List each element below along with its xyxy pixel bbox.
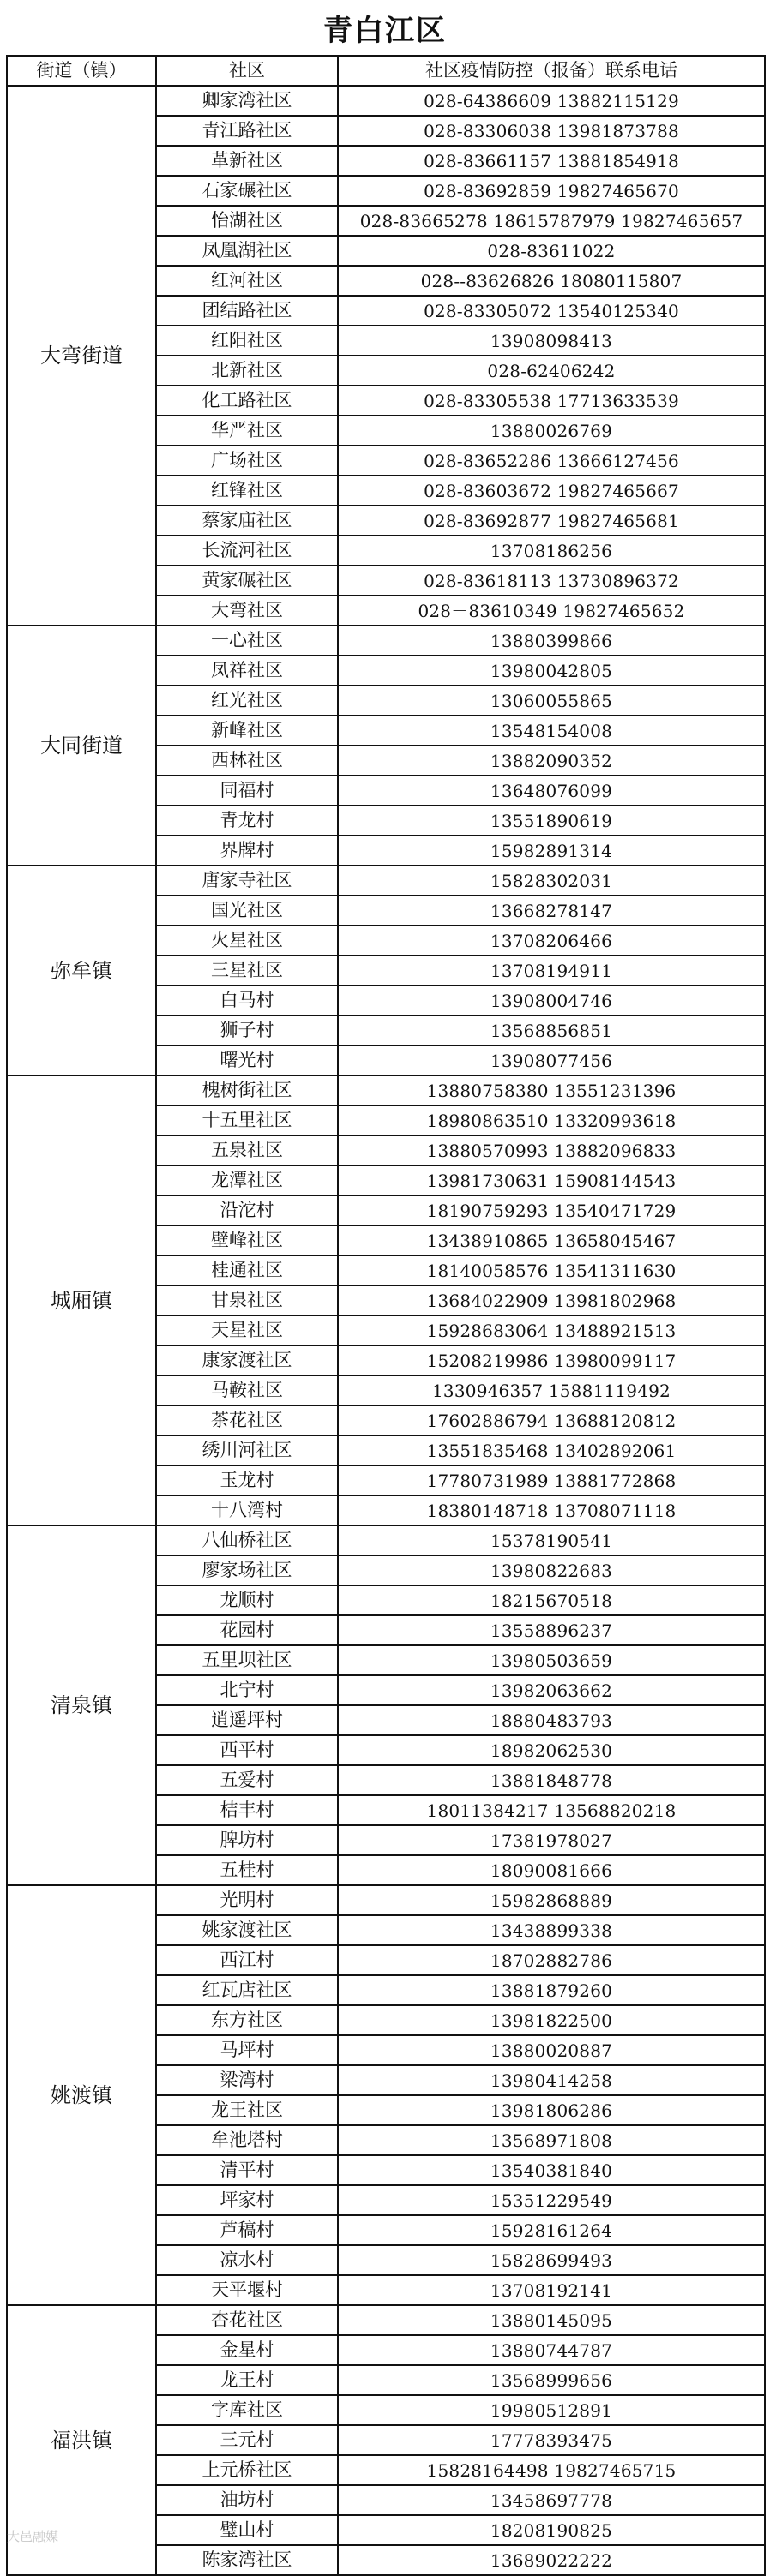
phone-cell: 15828302031 xyxy=(338,866,765,896)
phone-cell: 18208190825 xyxy=(338,2515,765,2545)
phone-cell: 13980503659 xyxy=(338,1645,765,1675)
phone-cell: 13568971808 xyxy=(338,2125,765,2155)
community-cell: 西林社区 xyxy=(156,746,338,776)
community-cell: 康家渡社区 xyxy=(156,1345,338,1375)
community-cell: 白马村 xyxy=(156,985,338,1015)
phone-cell: 18702882786 xyxy=(338,1945,765,1975)
phone-cell: 18011384217 13568820218 xyxy=(338,1795,765,1825)
community-cell: 曙光村 xyxy=(156,1045,338,1075)
phone-cell: 18140058576 13541311630 xyxy=(338,1255,765,1285)
phone-cell: 13881848778 xyxy=(338,1765,765,1795)
phone-cell: 13880744787 xyxy=(338,2335,765,2365)
community-cell: 蔡家庙社区 xyxy=(156,506,338,536)
phone-cell: 17778393475 xyxy=(338,2425,765,2455)
phone-cell: 17602886794 13688120812 xyxy=(338,1405,765,1435)
community-cell: 龙王社区 xyxy=(156,2095,338,2125)
community-cell: 革新社区 xyxy=(156,146,338,176)
phone-cell: 15351229549 xyxy=(338,2185,765,2215)
phone-cell: 13981806286 xyxy=(338,2095,765,2125)
community-cell: 马坪村 xyxy=(156,2035,338,2065)
community-cell: 甘泉社区 xyxy=(156,1285,338,1315)
community-cell: 红河社区 xyxy=(156,266,338,296)
phone-cell: 028-64386609 13882115129 xyxy=(338,86,765,116)
phone-cell: 19980512891 xyxy=(338,2395,765,2425)
community-cell: 逍遥坪村 xyxy=(156,1705,338,1735)
community-cell: 西江村 xyxy=(156,1945,338,1975)
phone-cell: 15828699493 xyxy=(338,2245,765,2275)
community-cell: 西平村 xyxy=(156,1735,338,1765)
community-cell: 油坊村 xyxy=(156,2485,338,2515)
community-cell: 界牌村 xyxy=(156,836,338,866)
community-cell: 北宁村 xyxy=(156,1675,338,1705)
phone-cell: 13880758380 13551231396 xyxy=(338,1075,765,1105)
community-cell: 桂通社区 xyxy=(156,1255,338,1285)
community-cell: 五桂村 xyxy=(156,1855,338,1885)
phone-cell: 13908077456 xyxy=(338,1045,765,1075)
phone-cell: 028-83661157 13881854918 xyxy=(338,146,765,176)
community-cell: 北新社区 xyxy=(156,356,338,386)
community-cell: 红瓦店社区 xyxy=(156,1975,338,2005)
phone-cell: 13668278147 xyxy=(338,896,765,926)
community-cell: 卿家湾社区 xyxy=(156,86,338,116)
phone-cell: 15378190541 xyxy=(338,1525,765,1555)
phone-cell: 17780731989 13881772868 xyxy=(338,1465,765,1495)
phone-cell: 15982891314 xyxy=(338,836,765,866)
community-cell: 金星村 xyxy=(156,2335,338,2365)
community-cell: 凤凰湖社区 xyxy=(156,236,338,266)
community-cell: 石家碾社区 xyxy=(156,176,338,206)
phone-cell: 13540381840 xyxy=(338,2155,765,2185)
community-cell: 茶花社区 xyxy=(156,1405,338,1435)
phone-cell: 13438910865 13658045467 xyxy=(338,1225,765,1255)
community-cell: 广场社区 xyxy=(156,446,338,476)
community-cell: 光明村 xyxy=(156,1885,338,1915)
phone-cell: 13981730631 15908144543 xyxy=(338,1165,765,1195)
phone-cell: 028-83305072 13540125340 xyxy=(338,296,765,326)
community-cell: 绣川河社区 xyxy=(156,1435,338,1465)
community-cell: 长流河社区 xyxy=(156,536,338,566)
phone-cell: 13568999656 xyxy=(338,2365,765,2395)
phone-cell: 18090081666 xyxy=(338,1855,765,1885)
community-cell: 红阳社区 xyxy=(156,326,338,356)
community-cell: 龙王村 xyxy=(156,2365,338,2395)
community-cell: 桔丰村 xyxy=(156,1795,338,1825)
community-cell: 天平堰村 xyxy=(156,2275,338,2305)
table-row xyxy=(7,1075,765,1105)
phone-cell: 13684022909 13981802968 xyxy=(338,1285,765,1315)
community-cell: 三星社区 xyxy=(156,956,338,985)
table-body xyxy=(7,86,765,2575)
phone-cell: 028-83611022 xyxy=(338,236,765,266)
page-title: 青白江区 xyxy=(323,13,447,48)
phone-cell: 13551890619 xyxy=(338,806,765,836)
community-cell: 五泉社区 xyxy=(156,1135,338,1165)
community-cell: 十五里社区 xyxy=(156,1105,338,1135)
phone-cell: 13708192141 xyxy=(338,2275,765,2305)
phone-cell: 13708194911 xyxy=(338,956,765,985)
community-cell: 凤祥社区 xyxy=(156,656,338,686)
phone-cell: 13060055865 xyxy=(338,686,765,716)
phone-cell: 13881879260 xyxy=(338,1975,765,2005)
community-cell: 火星社区 xyxy=(156,926,338,956)
table-row xyxy=(7,626,765,656)
phone-cell: 13880399866 xyxy=(338,626,765,656)
community-cell: 脾坊村 xyxy=(156,1825,338,1855)
street-cell: 清泉镇 xyxy=(7,1525,156,1885)
community-cell: 芦稿村 xyxy=(156,2215,338,2245)
phone-cell: 028-83665278 18615787979 19827465657 xyxy=(338,206,765,236)
community-cell: 梁湾村 xyxy=(156,2065,338,2095)
phone-cell: 13980414258 xyxy=(338,2065,765,2095)
phone-cell: 13438899338 xyxy=(338,1915,765,1945)
community-cell: 沿沱村 xyxy=(156,1195,338,1225)
phone-cell: 13880026769 xyxy=(338,416,765,446)
phone-cell: 13689022222 xyxy=(338,2545,765,2575)
header-street: 街道（镇） xyxy=(7,56,156,86)
community-cell: 大弯社区 xyxy=(156,596,338,626)
street-cell: 大同街道 xyxy=(7,626,156,866)
phone-cell: 18380148718 13708071118 xyxy=(338,1495,765,1525)
watermark: 大邑融媒 xyxy=(7,2529,59,2544)
community-cell: 狮子村 xyxy=(156,1015,338,1045)
phone-cell: 18980863510 13320993618 xyxy=(338,1105,765,1135)
community-cell: 青江路社区 xyxy=(156,116,338,146)
phone-cell: 13908098413 xyxy=(338,326,765,356)
street-cell: 大弯街道 xyxy=(7,86,156,626)
phone-cell: 028--83626826 18080115807 xyxy=(338,266,765,296)
community-cell: 凉水村 xyxy=(156,2245,338,2275)
community-cell: 槐树街社区 xyxy=(156,1075,338,1105)
phone-cell: 13880020887 xyxy=(338,2035,765,2065)
community-cell: 璧山村 xyxy=(156,2515,338,2545)
community-cell: 黄家碾社区 xyxy=(156,566,338,596)
phone-cell: 13568856851 xyxy=(338,1015,765,1045)
street-cell: 福洪镇 xyxy=(7,2305,156,2575)
community-cell: 字库社区 xyxy=(156,2395,338,2425)
phone-cell: 13882090352 xyxy=(338,746,765,776)
community-cell: 华严社区 xyxy=(156,416,338,446)
header-community: 社区 xyxy=(156,56,338,86)
community-cell: 团结路社区 xyxy=(156,296,338,326)
phone-cell: 15982868889 xyxy=(338,1885,765,1915)
table-row xyxy=(7,1525,765,1555)
community-cell: 红光社区 xyxy=(156,686,338,716)
phone-cell: 028-83652286 13666127456 xyxy=(338,446,765,476)
community-cell: 十八湾村 xyxy=(156,1495,338,1525)
phone-cell: 18190759293 13540471729 xyxy=(338,1195,765,1225)
community-cell: 花园村 xyxy=(156,1615,338,1645)
community-cell: 怡湖社区 xyxy=(156,206,338,236)
phone-cell: 13980822683 xyxy=(338,1555,765,1585)
community-cell: 五爱村 xyxy=(156,1765,338,1795)
community-cell: 坪家村 xyxy=(156,2185,338,2215)
table-row xyxy=(7,866,765,896)
phone-cell: 028-83306038 13981873788 xyxy=(338,116,765,146)
street-cell: 城厢镇 xyxy=(7,1075,156,1525)
table-row xyxy=(7,1885,765,1915)
phone-cell: 18880483793 xyxy=(338,1705,765,1735)
phone-cell: 028-83305538 17713633539 xyxy=(338,386,765,416)
phone-cell: 13548154008 xyxy=(338,716,765,746)
community-cell: 龙潭社区 xyxy=(156,1165,338,1195)
phone-cell: 15208219986 13980099117 xyxy=(338,1345,765,1375)
community-cell: 天星社区 xyxy=(156,1315,338,1345)
phone-cell: 1330946357 15881119492 xyxy=(338,1375,765,1405)
community-cell: 清平村 xyxy=(156,2155,338,2185)
phone-cell: 13981822500 xyxy=(338,2005,765,2035)
phone-cell: 15928683064 13488921513 xyxy=(338,1315,765,1345)
community-cell: 廖家场社区 xyxy=(156,1555,338,1585)
phone-cell: 028-83692877 19827465681 xyxy=(338,506,765,536)
phone-cell: 17381978027 xyxy=(338,1825,765,1855)
table-header-row xyxy=(7,56,765,86)
phone-cell: 13558896237 xyxy=(338,1615,765,1645)
phone-cell: 13982063662 xyxy=(338,1675,765,1705)
community-cell: 姚家渡社区 xyxy=(156,1915,338,1945)
community-cell: 同福村 xyxy=(156,776,338,806)
table-row xyxy=(7,86,765,116)
phone-cell: 028-83692859 19827465670 xyxy=(338,176,765,206)
community-cell: 上元桥社区 xyxy=(156,2455,338,2485)
street-cell: 姚渡镇 xyxy=(7,1885,156,2305)
contact-table xyxy=(6,55,766,2576)
community-cell: 青龙村 xyxy=(156,806,338,836)
phone-cell: 13708206466 xyxy=(338,926,765,956)
phone-cell: 13980042805 xyxy=(338,656,765,686)
community-cell: 国光社区 xyxy=(156,896,338,926)
phone-cell: 18982062530 xyxy=(338,1735,765,1765)
phone-cell: 13708186256 xyxy=(338,536,765,566)
phone-cell: 028－83610349 19827465652 xyxy=(338,596,765,626)
phone-cell: 13648076099 xyxy=(338,776,765,806)
street-cell: 弥牟镇 xyxy=(7,866,156,1075)
phone-cell: 13880570993 13882096833 xyxy=(338,1135,765,1165)
community-cell: 牟池塔村 xyxy=(156,2125,338,2155)
community-cell: 五里坝社区 xyxy=(156,1645,338,1675)
phone-cell: 13458697778 xyxy=(338,2485,765,2515)
community-cell: 杏花社区 xyxy=(156,2305,338,2335)
community-cell: 一心社区 xyxy=(156,626,338,656)
community-cell: 新峰社区 xyxy=(156,716,338,746)
phone-cell: 15828164498 19827465715 xyxy=(338,2455,765,2485)
community-cell: 龙顺村 xyxy=(156,1585,338,1615)
header-phone: 社区疫情防控（报备）联系电话 xyxy=(338,56,765,86)
phone-cell: 15928161264 xyxy=(338,2215,765,2245)
phone-cell: 13551835468 13402892061 xyxy=(338,1435,765,1465)
phone-cell: 028-83618113 13730896372 xyxy=(338,566,765,596)
community-cell: 马鞍社区 xyxy=(156,1375,338,1405)
phone-cell: 13908004746 xyxy=(338,985,765,1015)
community-cell: 化工路社区 xyxy=(156,386,338,416)
community-cell: 八仙桥社区 xyxy=(156,1525,338,1555)
table-row xyxy=(7,2305,765,2335)
community-cell: 三元村 xyxy=(156,2425,338,2455)
community-cell: 唐家寺社区 xyxy=(156,866,338,896)
community-cell: 壁峰社区 xyxy=(156,1225,338,1255)
community-cell: 红锋社区 xyxy=(156,476,338,506)
phone-cell: 13880145095 xyxy=(338,2305,765,2335)
phone-cell: 028-62406242 xyxy=(338,356,765,386)
community-cell: 陈家湾社区 xyxy=(156,2545,338,2575)
community-cell: 东方社区 xyxy=(156,2005,338,2035)
phone-cell: 028-83603672 19827465667 xyxy=(338,476,765,506)
phone-cell: 18215670518 xyxy=(338,1585,765,1615)
community-cell: 玉龙村 xyxy=(156,1465,338,1495)
